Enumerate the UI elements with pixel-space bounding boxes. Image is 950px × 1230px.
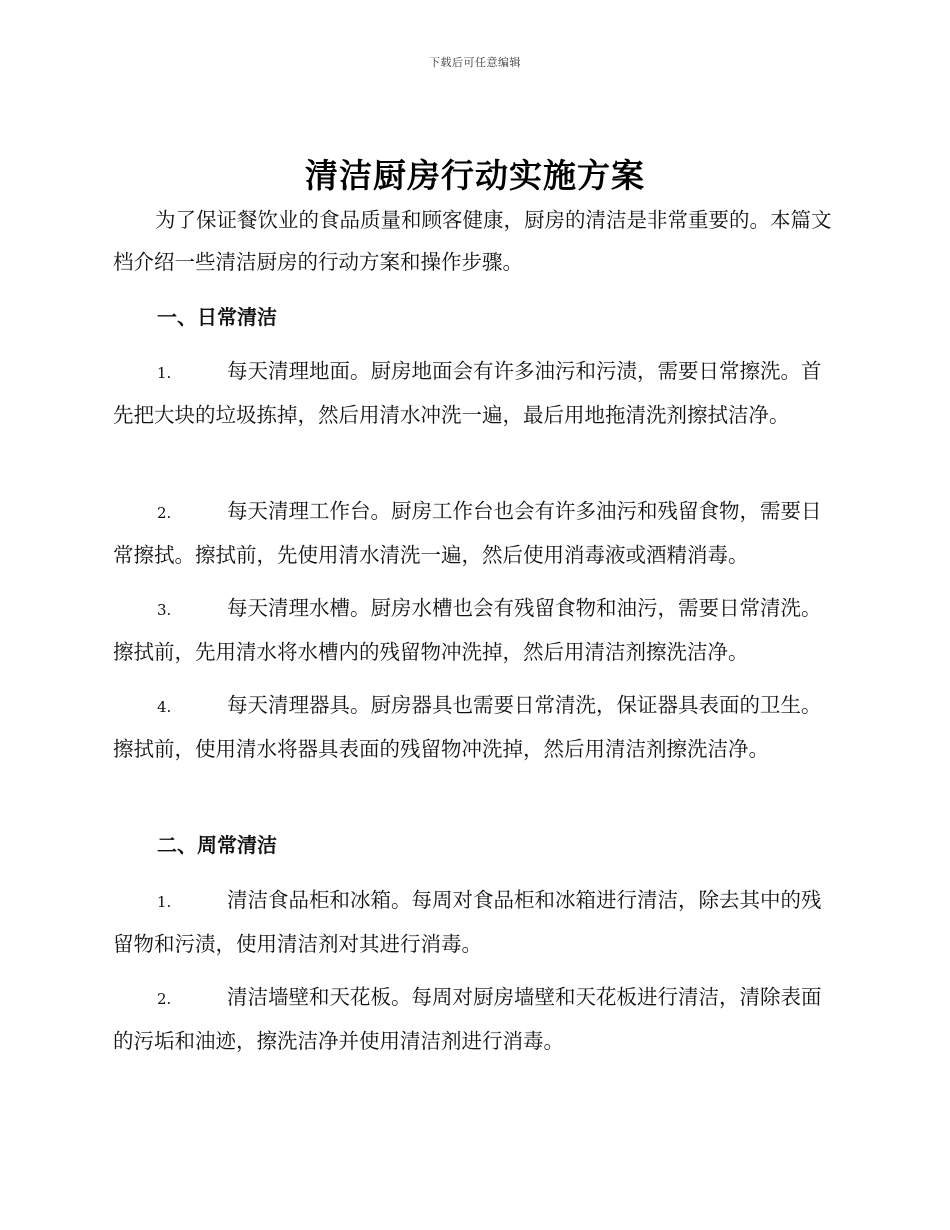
intro-paragraph: 为了保证餐饮业的食品质量和顾客健康，厨房的清洁是非常重要的。本篇文档介绍一些清洁厨房的行动方案和操作步骤。 <box>113 208 832 274</box>
list-item-text: 每天清理工作台。厨房工作台也会有许多油污和残留食物，需要日常擦拭。擦拭前，先使用清水清洗一遍，然后使用消毒液或酒精消毒。 <box>113 499 822 567</box>
list-item <box>113 879 838 965</box>
list-item-number: 1. <box>157 364 172 382</box>
list-item <box>113 350 838 436</box>
list-item <box>113 490 838 576</box>
list-item-text: 每天清理地面。厨房地面会有许多油污和污渍，需要日常擦洗。首先把大块的垃圾拣掉，然后用清水冲洗一遍，最后用地拖清洗剂擦拭洁净。 <box>113 359 822 427</box>
list-item-text: 清洁墙壁和天花板。每周对厨房墙壁和天花板进行清洁，清除表面的污垢和油迹，擦洗洁净并使用清洁剂进行消毒。 <box>113 985 822 1053</box>
list-item-number: 4. <box>157 698 172 716</box>
list-item-text: 清洁食品柜和冰箱。每周对食品柜和冰箱进行清洁，除去其中的残留物和污渍，使用清洁剂对其进行消毒。 <box>113 888 822 956</box>
list-item <box>113 684 838 770</box>
section-heading-daily: 一、日常清洁 <box>157 305 277 329</box>
list-item-number: 2. <box>157 990 172 1008</box>
list-item <box>113 976 838 1062</box>
list-item-number: 3. <box>157 601 172 619</box>
list-item-text: 每天清理器具。厨房器具也需要日常清洗，保证器具表面的卫生。擦拭前，使用清水将器具表面的残留物冲洗掉，然后用清洁剂擦洗洁净。 <box>113 693 822 761</box>
section-heading-weekly: 二、周常清洁 <box>157 833 277 857</box>
list-item-number: 2. <box>157 504 172 522</box>
document-title: 清洁厨房行动实施方案 <box>305 156 645 195</box>
list-item-text: 每天清理水槽。厨房水槽也会有残留食物和油污，需要日常清洗。擦拭前，先用清水将水槽内的残留物冲洗掉，然后用清洁剂擦洗洁净。 <box>113 596 822 664</box>
header-note: 下载后可任意编辑 <box>429 56 521 69</box>
list-item-number: 1. <box>157 893 172 911</box>
list-item <box>113 587 838 673</box>
